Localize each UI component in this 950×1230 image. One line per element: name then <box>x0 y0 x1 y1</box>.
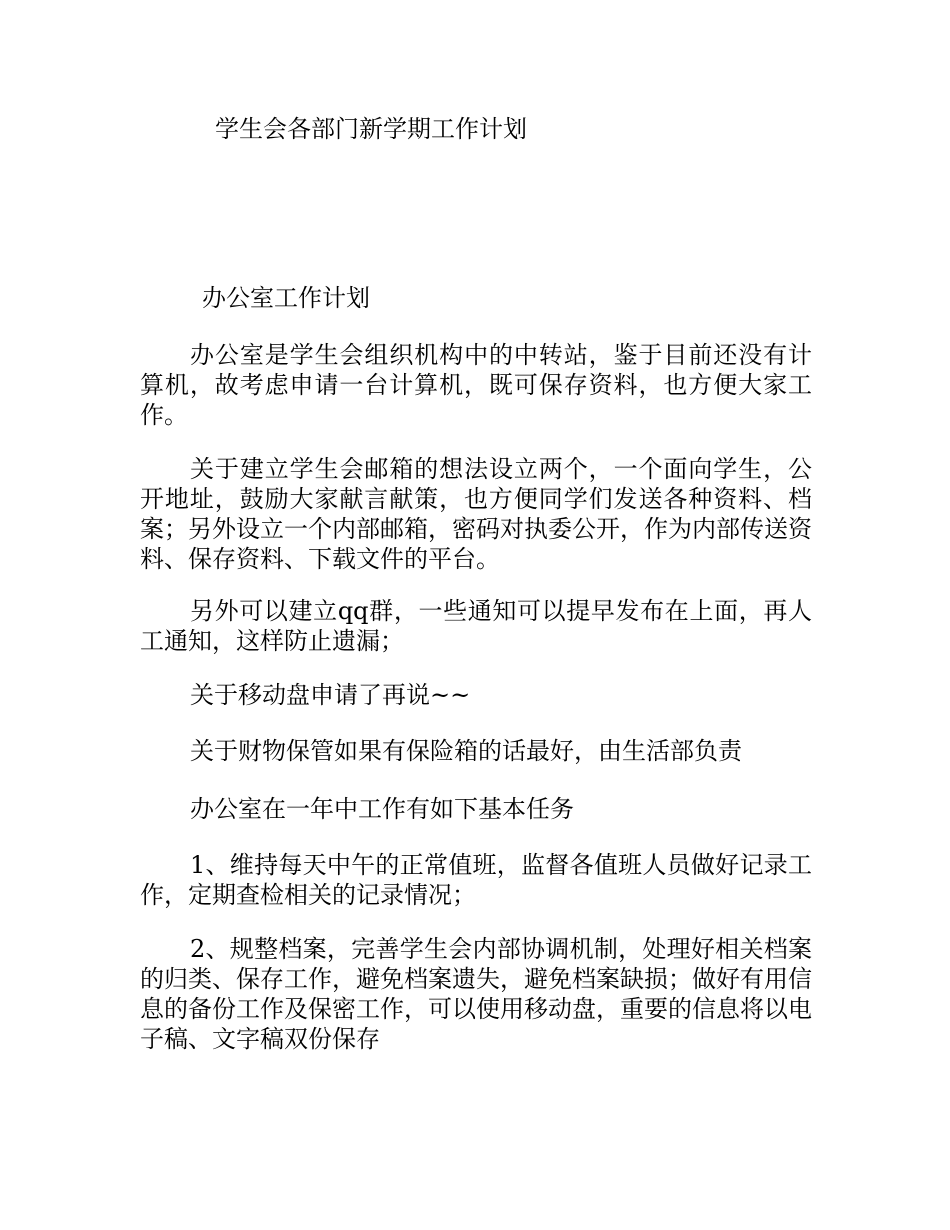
paragraph-tasks-heading: 办公室在一年中工作有如下基本任务 <box>190 795 574 823</box>
paragraph-qq-group: 另外可以建立qq群，一些通知可以提早发布在上面，再人工通知，这样防止遗漏； <box>140 597 812 655</box>
paragraph-task-1: 1、维持每天中午的正常值班，监督各值班人员做好记录工作，定期查检相关的记录情况； <box>140 851 812 909</box>
section-title-office-plan: 办公室工作计划 <box>202 284 370 312</box>
document-title: 学生会各部门新学期工作计划 <box>215 115 527 143</box>
paragraph-mailbox: 关于建立学生会邮箱的想法设立两个，一个面向学生，公开地址，鼓励大家献言献策，也方便同学们发送各种资料、档案；另外设立一个内部邮箱，密码对执委公开，作为内部传送资料、保存资料、下载文件的平台。 <box>140 455 812 573</box>
paragraph-task-2: 2、规整档案，完善学生会内部协调机制，处理好相关档案的归类、保存工作，避免档案遗失，避免档案缺损；做好有用信息的备份工作及保密工作，可以使用移动盘，重要的信息将以电子稿、文字稿双份保存 <box>140 935 812 1053</box>
paragraph-property-custody: 关于财物保管如果有保险箱的话最好，由生活部负责 <box>190 737 742 765</box>
paragraph-usb-drive: 关于移动盘申请了再说~~ <box>190 681 471 709</box>
paragraph-office-intro: 办公室是学生会组织机构中的中转站，鉴于目前还没有计算机，故考虑申请一台计算机，既可保存资料，也方便大家工作。 <box>140 341 812 429</box>
